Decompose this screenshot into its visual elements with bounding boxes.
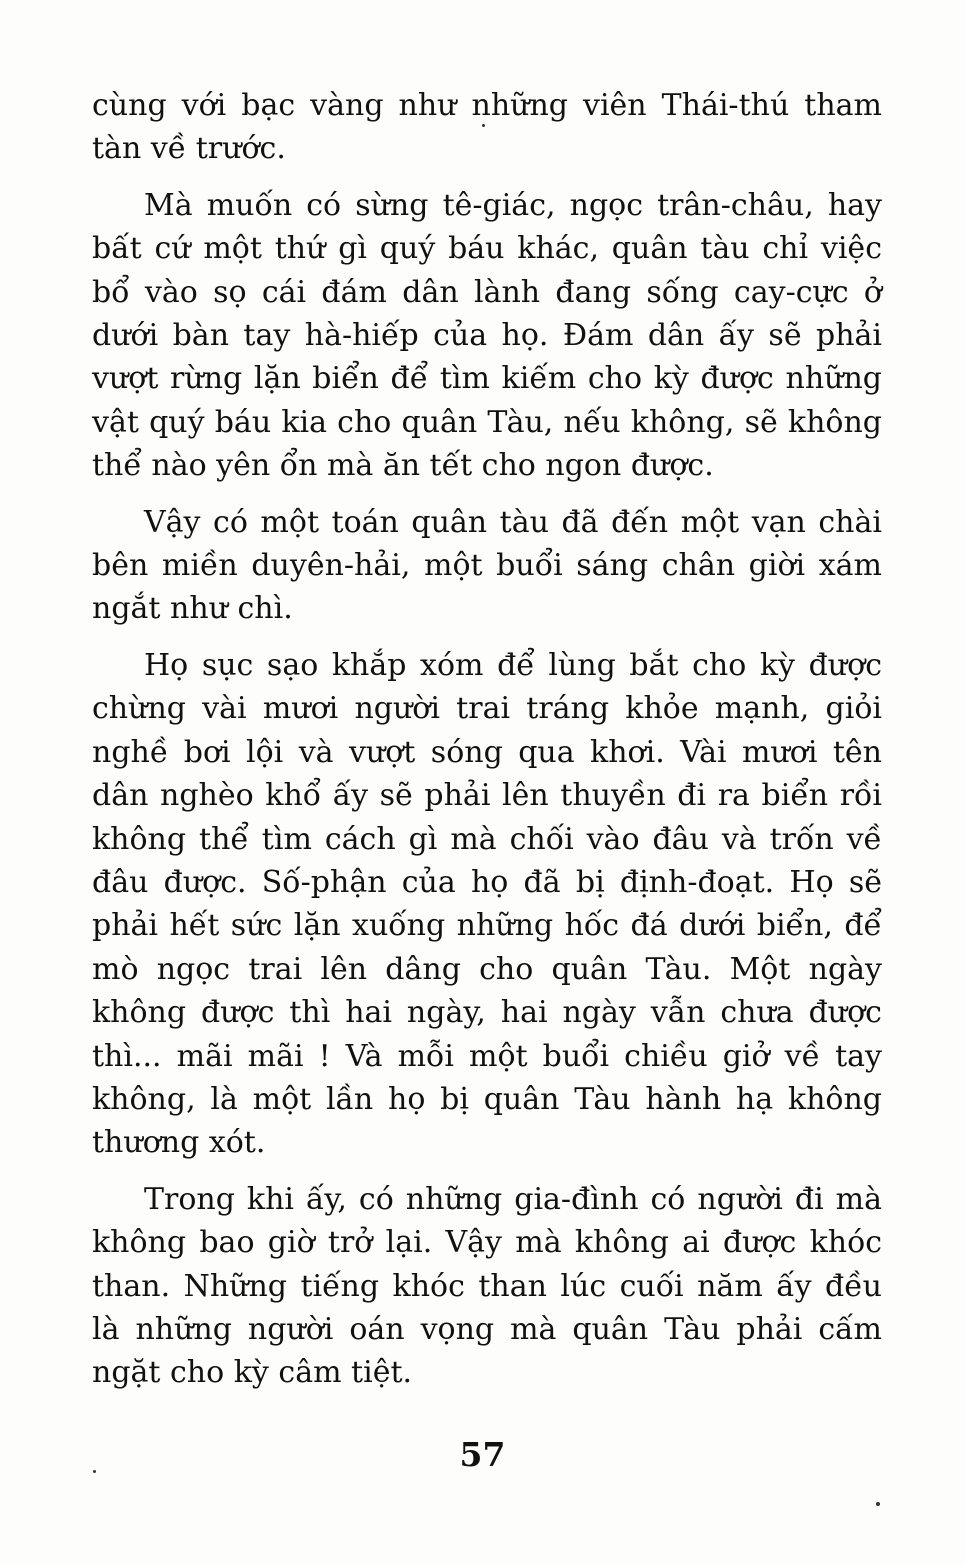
- paragraph: Trong khi ấy, có những gia-đình có người đi mà không bao giờ trở lại. Vậy mà không ai được khóc than. Những tiếng khóc than lúc cuối năm ấy đều là những người oán vọng mà quân Tàu phải cấm ngặt cho kỳ câm tiệt.: [92, 1181, 882, 1391]
- paragraph-continuation: cùng với bạc vàng như những viên Thái-thú tham tàn về trước.: [92, 88, 882, 167]
- paragraph: Vậy có một toán quân tàu đã đến một vạn chài bên miền duyên-hải, một buổi sáng chân giời xám ngắt như chì.: [92, 504, 882, 627]
- scan-speck: [93, 1470, 96, 1473]
- body-text: [92, 84, 882, 1395]
- paragraph: Mà muốn có sừng tê-giác, ngọc trân-châu, hay bất cứ một thứ gì quý báu khác, quân tàu chỉ việc bổ vào sọ cái đám dân lành đang sống cay-cực ở dưới bàn tay hà-hiếp của họ. Đám dân ấy sẽ phải vượt rừng lặn biển để tìm kiếm cho kỳ được những vật quý báu kia cho quân Tàu, nếu không, sẽ không thể nào yên ổn mà ăn tết cho ngon được.: [92, 187, 882, 484]
- scan-speck: [482, 124, 485, 127]
- paragraph: Họ sục sạo khắp xóm để lùng bắt cho kỳ được chừng vài mươi người trai tráng khỏe mạnh, giỏi nghề bơi lội và vượt sóng qua khơi. Vài mươi tên dân nghèo khổ ấy sẽ phải lên thuyền đi ra biển rồi không thể tìm cách gì mà chối vào đâu và trốn về đâu được. Số-phận của họ đã bị định-đoạt. Họ sẽ phải hết sức lặn xuống những hốc đá dưới biển, để mò ngọc trai lên dâng cho quân Tàu. Một ngày không được thì hai ngày, hai ngày vẫn chưa được thì... mãi mãi ! Và mỗi một buổi chiều giở về tay không, là một lần họ bị quân Tàu hành hạ không thương xót.: [92, 647, 882, 1161]
- scan-speck: [876, 1502, 880, 1506]
- page-number: 57: [459, 1435, 506, 1474]
